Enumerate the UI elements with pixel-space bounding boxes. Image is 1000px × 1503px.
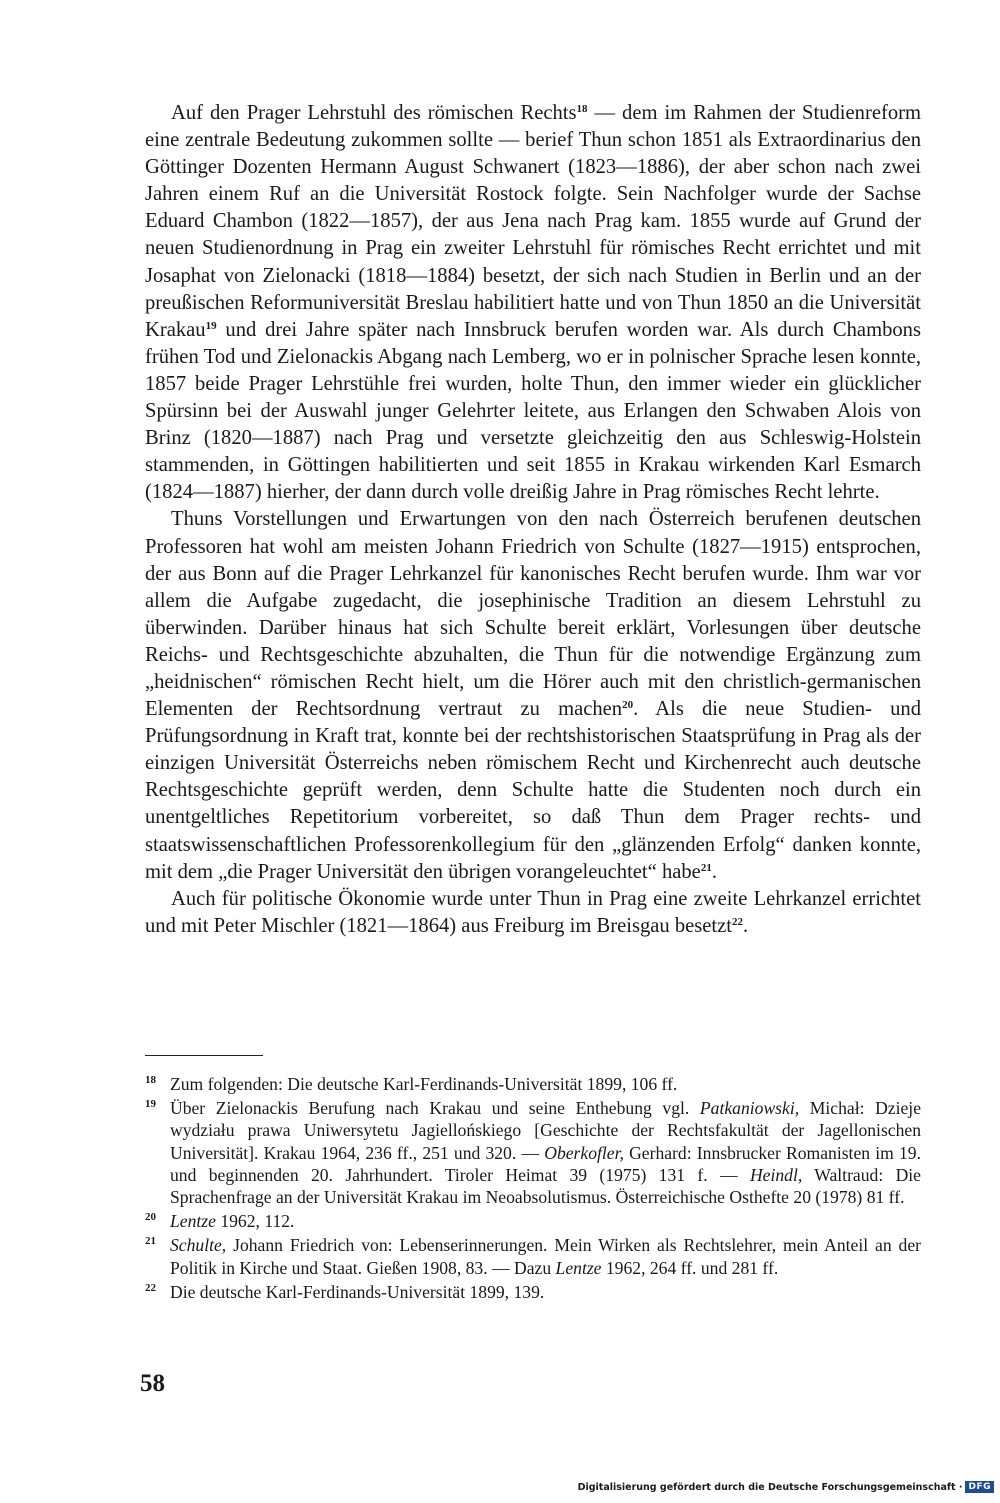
footnote-19 (145, 1097, 921, 1208)
text-run: . Als die neue Studien- und Prüfungsordnung in Kraft trat, konnte bei der rechtshistorischen Staatsprüfung in Prag als der einzigen Universität Österreichs neben römischem Recht und Kirchenrecht auch deutsche Rechtsgeschichte geprüft werden, denn Schulte hatte die Studenten noch durch ein unentgeltliches Repetitorium vorbereitet, so daß Thun dem Prager rechts- und staatswissenschaftlichen Professorenkollegium für den „glänzenden Erfolg“ danken konnte, mit dem „die Prager Universität den übrigen vorangeleuchtet“ habe (145, 698, 921, 883)
text-run: Die deutsche Karl-Ferdinands-Universität 1899, 139. (170, 1281, 545, 1302)
digitization-banner (578, 1478, 994, 1496)
footnote-18 (145, 1073, 921, 1095)
footnote-20 (145, 1210, 921, 1232)
paragraph (145, 886, 921, 940)
text-run: Zum folgenden: Die deutsche Karl-Ferdinands-Universität 1899, 106 ff. (170, 1074, 678, 1094)
footnote-number: 21 (145, 1235, 156, 1248)
footnote-21 (145, 1234, 921, 1278)
text-run: Auf den Prager Lehrstuhl des römischen Rechts (171, 102, 577, 124)
text-run: und drei Jahre später nach Innsbruck berufen worden war. Als durch Chambons frühen Tod und Zielonackis Abgang nach Lemberg, wo er in polnischer Sprache lesen konnte, 1857 beide Prager Lehrstühle frei wurden, holte Thun, den immer wieder ein glücklicher Spürsinn bei der Auswahl junger Gelehrter leitete, aus Erlangen den Schwaben Alois von Brinz (1820—1887) nach Prag und versetzte gleichzeitig den aus Schleswig-Holstein stammenden, in Göttingen habilitierten und seit 1855 in Krakau wirkenden Karl Esmarch (1824—1887) hierher, der dann durch volle dreißig Jahre in Prag römisches Recht lehrte. (145, 318, 921, 504)
digitization-note: Digitalisierung gefördert durch die Deutsche Forschungsgemeinschaft · (577, 1481, 963, 1493)
text-run: . (743, 914, 749, 937)
text-run: 1962, 264 ff. und 281 ff. (601, 1257, 779, 1278)
footnote-number: 18 (145, 1074, 156, 1086)
paragraph (145, 506, 921, 885)
author-name: Oberkofler, (544, 1142, 624, 1163)
footnote-ref-19: 19 (205, 319, 217, 332)
footnotes-section (145, 1073, 921, 1305)
text-run: Auch für politische Ökonomie wurde unter Thun in Prag eine zweite Lehrkanzel errichtet und mit Peter Mischler (1821—1864) aus Freiburg im Breisgau besetzt (145, 887, 921, 937)
text-run: Thuns Vorstellungen und Erwartungen von den nach Österreich berufenen deutschen Professoren hat wohl am meisten Johann Friedrich von Schulte (1827—1915) entsprochen, der aus Bonn auf die Prager Lehrkanzel für kanonisches Recht berufen wurde. Ihm war vor allem die Aufgabe zugedacht, die josephinische Tradition an diesem Lehrstuhl zu überwinden. Darüber hinaus hat sich Schulte bereit erklärt, Vorlesungen über deutsche Reichs- und Rechtsgeschichte abzuhalten, die Thun für die notwendige Ergänzung zum „heidnischen“ römischen Recht hielt, um die Hörer auch mit den christlich-germanischen Elementen der Rechtsordnung vertraut zu machen (145, 508, 921, 721)
page-number: 58 (140, 1370, 165, 1397)
main-text (145, 100, 921, 940)
text-run: Waltraud: Die Sprachenfrage an der Universität Krakau im Neoabsolutismus. Österreichische Osthefte 20 (1978) 81 ff. (170, 1164, 921, 1208)
text-run: Über Zielonackis Berufung nach Krakau und seine Enthebung vgl. (170, 1098, 700, 1119)
text-run: 1962, 112. (215, 1211, 295, 1232)
footnote-number: 22 (145, 1281, 156, 1294)
footnote-ref-20: 20 (622, 699, 634, 712)
text-run: Johann Friedrich von: Lebenserinnerungen. Mein Wirken als Rechtslehrer, mein Anteil an der Politik in Kirche und Staat. Gießen 1908, 83. — Dazu (170, 1235, 921, 1278)
author-name: Schulte, (170, 1235, 227, 1256)
text-run: — dem im Rahmen der Studienreform eine zentrale Bedeutung zukommen sollte — berief Thun schon 1851 als Extraordinarius den Göttinger Dozenten Hermann August Schwanert (1823—1886), der aber schon nach zwei Jahren einem Ruf an die Universität Rostock folgte. Sein Nachfolger wurde der Sachse Eduard Chambon (1822—1857), der aus Jena nach Prag kam. 1855 wurde auf Grund der neuen Studienordnung in Prag ein zweiter Lehrstuhl für römisches Recht errichtet und mit Josaphat von Zielonacki (1818—1884) besetzt, der sich nach Studien in Berlin und an der preußischen Reformuniversität Breslau habilitiert hatte und von Thun 1850 an die Universität Krakau (145, 102, 921, 341)
footnote-ref-22: 22 (732, 915, 744, 928)
footnote-ref-21: 21 (700, 861, 712, 874)
author-name: Lentze (170, 1211, 216, 1232)
author-name: Heindl, (749, 1164, 803, 1185)
text-run: Michał: Dzieje wydziału prawa Uniwersytetu Jagiellońskiego [Geschichte der Rechtsfakultät der Jagellonischen Universität]. Krakau 1964, 236 ff., 251 und 320. — (170, 1098, 921, 1163)
footnote-number: 20 (145, 1211, 156, 1224)
author-name: Patkaniowski, (699, 1098, 800, 1119)
text-run: Gerhard: Innsbrucker Romanisten im 19. und beginnenden 20. Jahrhundert. Tiroler Heimat 39 (1975) 131 f. — (170, 1142, 921, 1185)
paragraph (145, 100, 921, 506)
footnote-ref-18: 18 (576, 103, 588, 115)
dfg-logo-icon: DFG (965, 1481, 994, 1493)
author-name: Lentze (555, 1257, 602, 1278)
footnote-divider (145, 1055, 263, 1056)
footnote-22 (145, 1281, 921, 1303)
footnote-number: 19 (145, 1098, 156, 1111)
text-run: . (711, 860, 717, 883)
